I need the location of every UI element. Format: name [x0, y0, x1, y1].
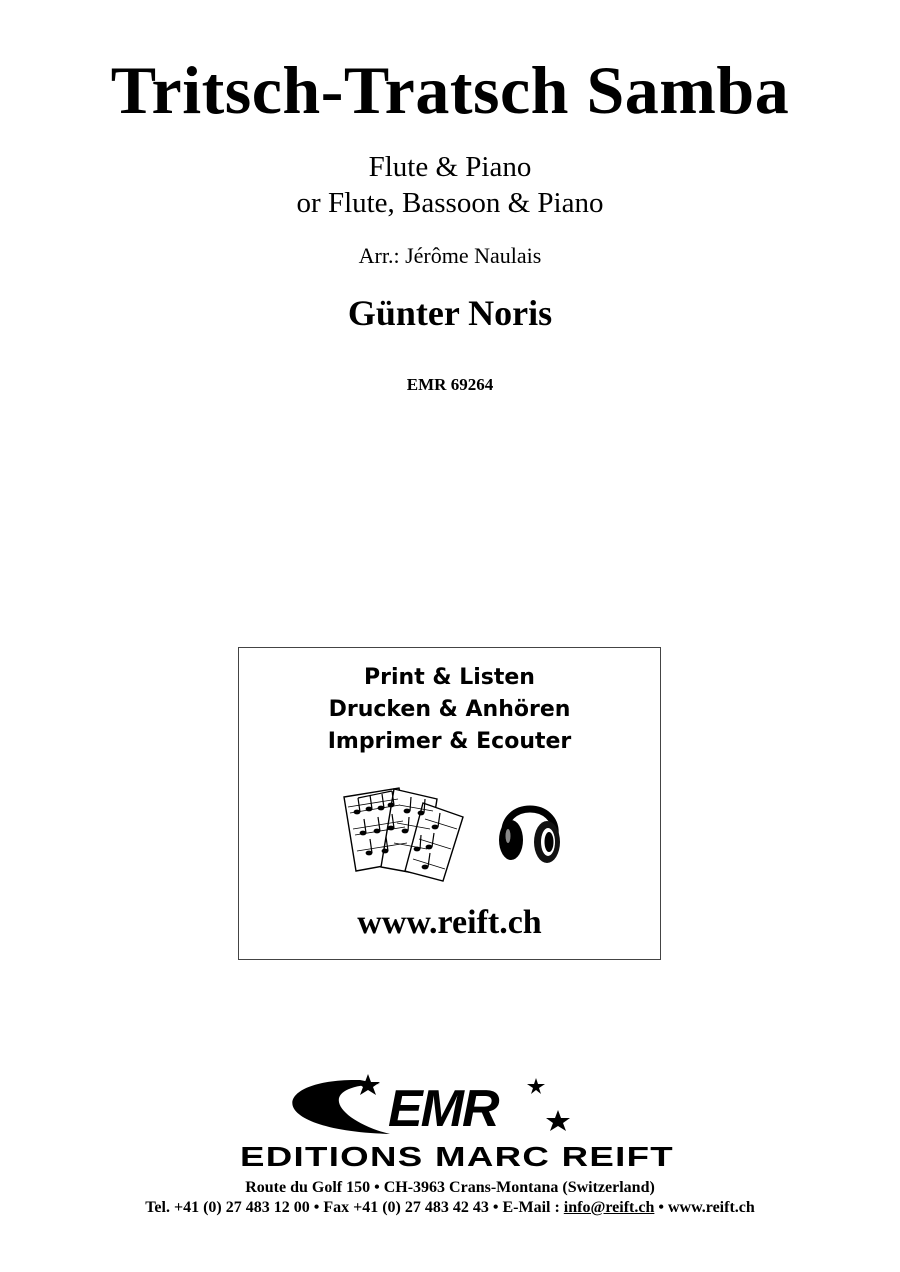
promo-line-english: Print & Listen	[364, 665, 535, 690]
composer: Günter Noris	[347, 293, 553, 333]
headphones-icon	[495, 788, 565, 868]
logo-emr-text: EMR	[388, 1080, 498, 1138]
catalog-number: EMR 69264	[406, 375, 494, 394]
instrumentation-line-2: or Flute, Bassoon & Piano	[296, 187, 604, 219]
arranger: Arr.: Jérôme Naulais	[358, 243, 542, 268]
page-title: Tritsch-Tratsch Samba	[110, 52, 790, 128]
promo-website[interactable]: www.reift.ch	[357, 904, 542, 941]
emr-logo	[240, 1072, 680, 1172]
sheet-music-icon	[339, 783, 469, 883]
contact-website[interactable]: • www.reift.ch	[654, 1199, 755, 1216]
instrumentation-line-1: Flute & Piano	[368, 151, 532, 183]
print-listen-box	[238, 647, 661, 960]
email-link[interactable]: info@reift.ch	[563, 1199, 655, 1216]
publisher-name: EDITIONS MARC REIFT	[240, 1141, 674, 1172]
promo-line-french: Imprimer & Ecouter	[327, 729, 572, 754]
publisher-address: Route du Golf 150 • CH-3963 Crans-Montana (Switzerland)	[245, 1179, 655, 1196]
contact-phone-fax: Tel. +41 (0) 27 483 12 00 • Fax +41 (0) 27 483 42 43 • E-Mail :	[145, 1199, 564, 1216]
promo-line-german: Drucken & Anhören	[328, 697, 571, 722]
publisher-contact	[0, 1198, 900, 1218]
